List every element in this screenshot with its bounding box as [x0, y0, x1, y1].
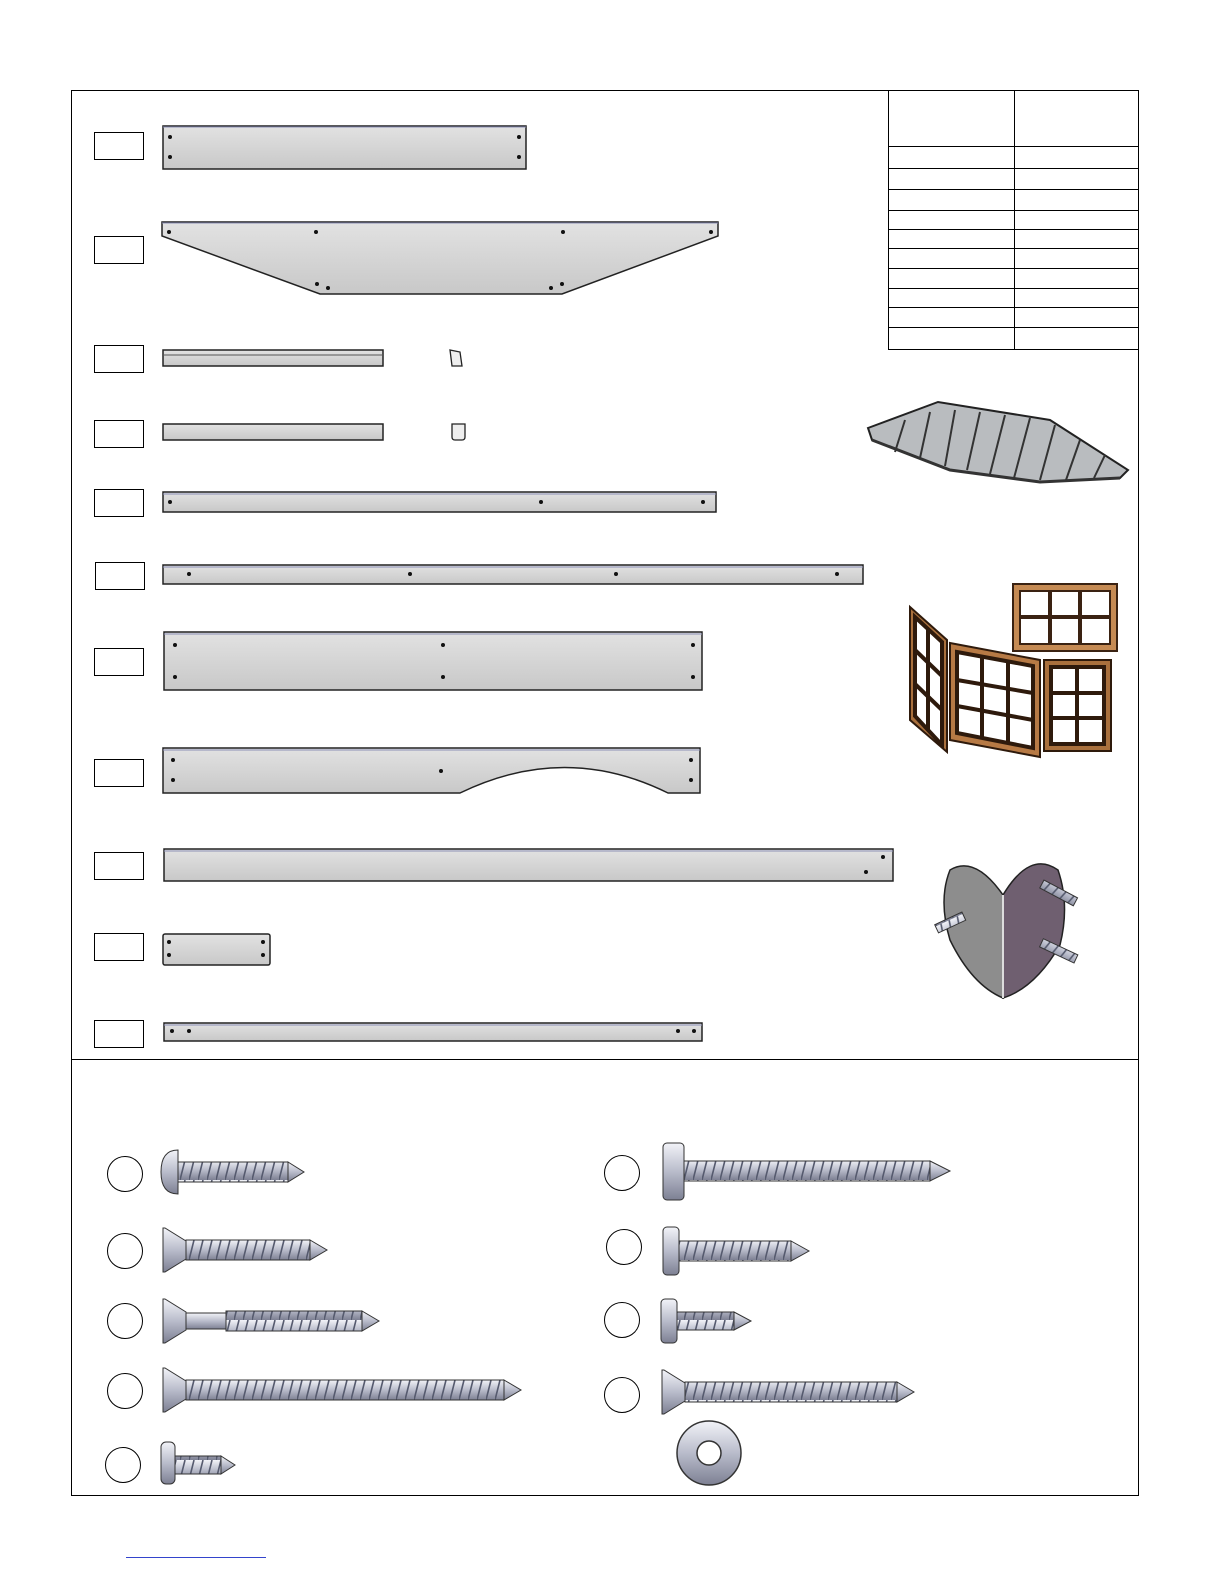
part-longest-board [164, 849, 893, 881]
beveled-strip-profile [450, 350, 462, 366]
window-icon [910, 584, 1117, 757]
part-square-strip [163, 424, 465, 440]
part-thin-rail [164, 1023, 702, 1041]
flat-head-long-screw-icon [163, 1368, 521, 1412]
flat-head-long-screw-icon [662, 1370, 914, 1414]
flat-head-screw-icon [163, 1228, 327, 1272]
roof-icon [868, 402, 1128, 482]
part-small-block [163, 934, 270, 965]
part-wide-board [164, 632, 702, 690]
cap-head-screw-icon [663, 1143, 950, 1200]
pan-head-screw-icon [161, 1150, 304, 1194]
part-long-strip-b [163, 565, 863, 584]
cap-head-screw-icon [661, 1299, 751, 1343]
part-trapezoid-board [162, 222, 718, 294]
bracket-icon [935, 864, 1078, 998]
cap-head-screw-icon [663, 1227, 809, 1275]
part-long-strip-a [163, 492, 716, 512]
square-strip-profile [452, 424, 465, 440]
flat-head-shank-screw-icon [163, 1299, 379, 1343]
part-beveled-strip [163, 350, 462, 366]
part-arched-board [163, 748, 700, 793]
washer-icon [677, 1421, 741, 1485]
truss-head-screw-icon [161, 1442, 235, 1484]
part-short-board [163, 126, 526, 169]
